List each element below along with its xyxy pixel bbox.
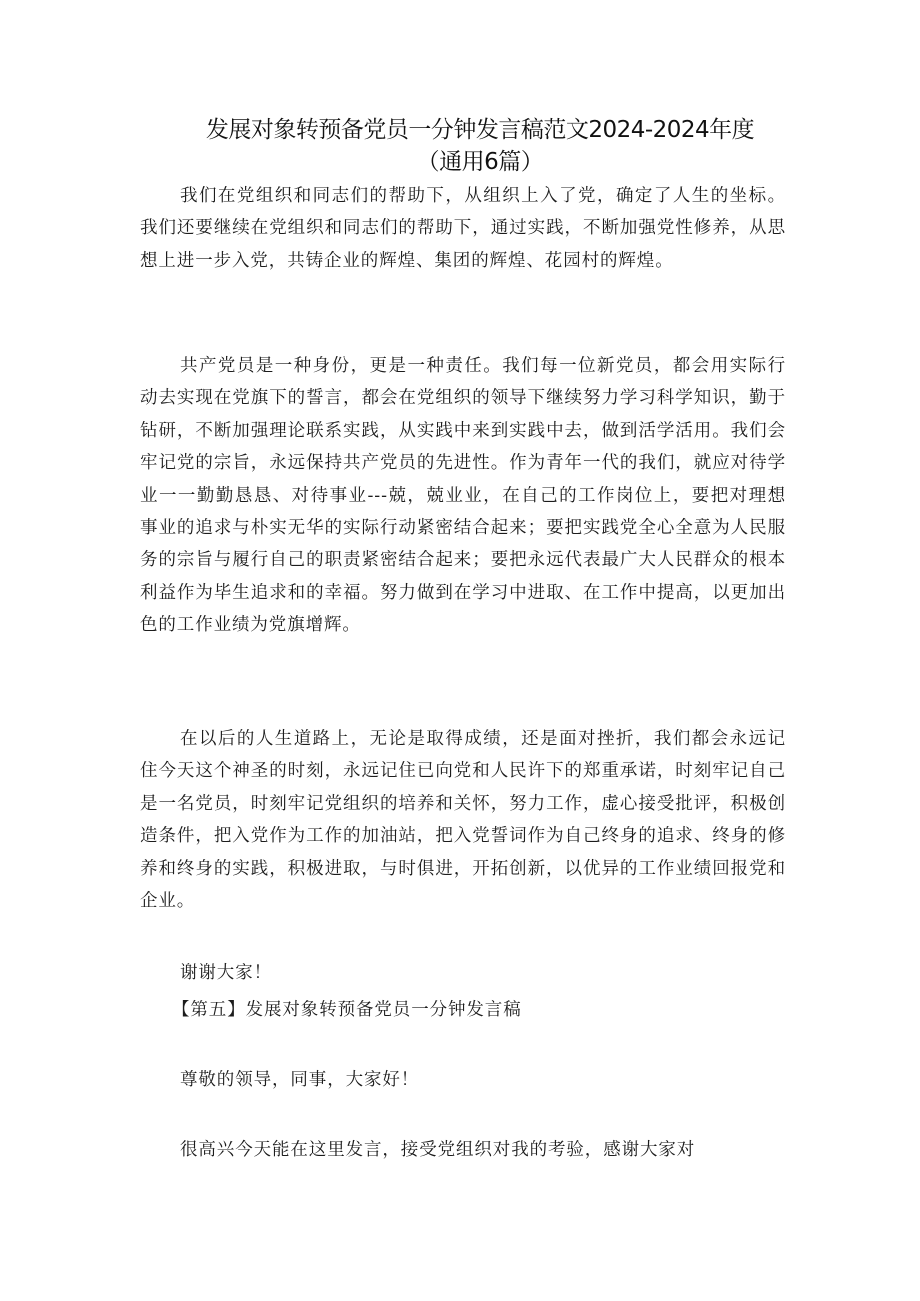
- paragraph-1: 我们在党组织和同志们的帮助下，从组织上入了党，确定了人生的坐标。我们还要继续在党组织和同志们的帮助下，通过实践，不断加强党性修养，从思想上进一步入党，共铸企业的辉煌、集团的辉煌、花园村的辉煌。: [140, 186, 786, 271]
- document-title-line-2: （通用6篇）: [416, 149, 544, 175]
- partial-paragraph-line: 很高兴今天能在这里发言，接受党组织对我的考验，感谢大家对: [180, 1140, 696, 1160]
- paragraph-3: 在以后的人生道路上，无论是取得成绩，还是面对挫折，我们都会永远记住今天这个神圣的时刻，永远记住已向党和人民许下的郑重承诺，时刻牢记自己是一名党员，时刻牢记党组织的培养和关怀，努力工作，虚心接受批评，积极创造条件，把入党作为工作的加油站，把入党誓词作为自己终身的追求、终身的修养和终身的实践，积极进取，与时俱进，开拓创新，以优异的工作业绩回报党和企业。: [140, 729, 786, 912]
- paragraph-2: 共产党员是一种身份，更是一种责任。我们每一位新党员，都会用实际行动去实现在党旗下的誓言，都会在党组织的领导下继续努力学习科学知识，勤于钻研，不断加强理论联系实践，从实践中来到实践中去，做到活学活用。我们会牢记党的宗旨，永远保持共产党员的先进性。作为青年一代的我们，就应对待学业一一勤勤恳恳、对待事业---兢，兢业业，在自己的工作岗位上，要把对理想事业的追求与朴实无华的实际行动紧密结合起来；要把实践党全心全意为人民服务的宗旨与履行自己的职责紧密结合起来；要把永远代表最广大人民群众的根本利益作为毕生追求和的幸福。努力做到在学习中进取、在工作中提高，以更加出色的工作业绩为党旗增辉。: [140, 356, 786, 636]
- section-heading: 【第五】发展对象转预备党员一分钟发言稿: [172, 1000, 522, 1020]
- thanks-line: 谢谢大家！: [180, 963, 272, 983]
- greeting-line: 尊敬的领导，同事，大家好！: [180, 1070, 420, 1090]
- document-title-line-1: 发展对象转预备党员一分钟发言稿范文2024-2024年度: [205, 117, 755, 143]
